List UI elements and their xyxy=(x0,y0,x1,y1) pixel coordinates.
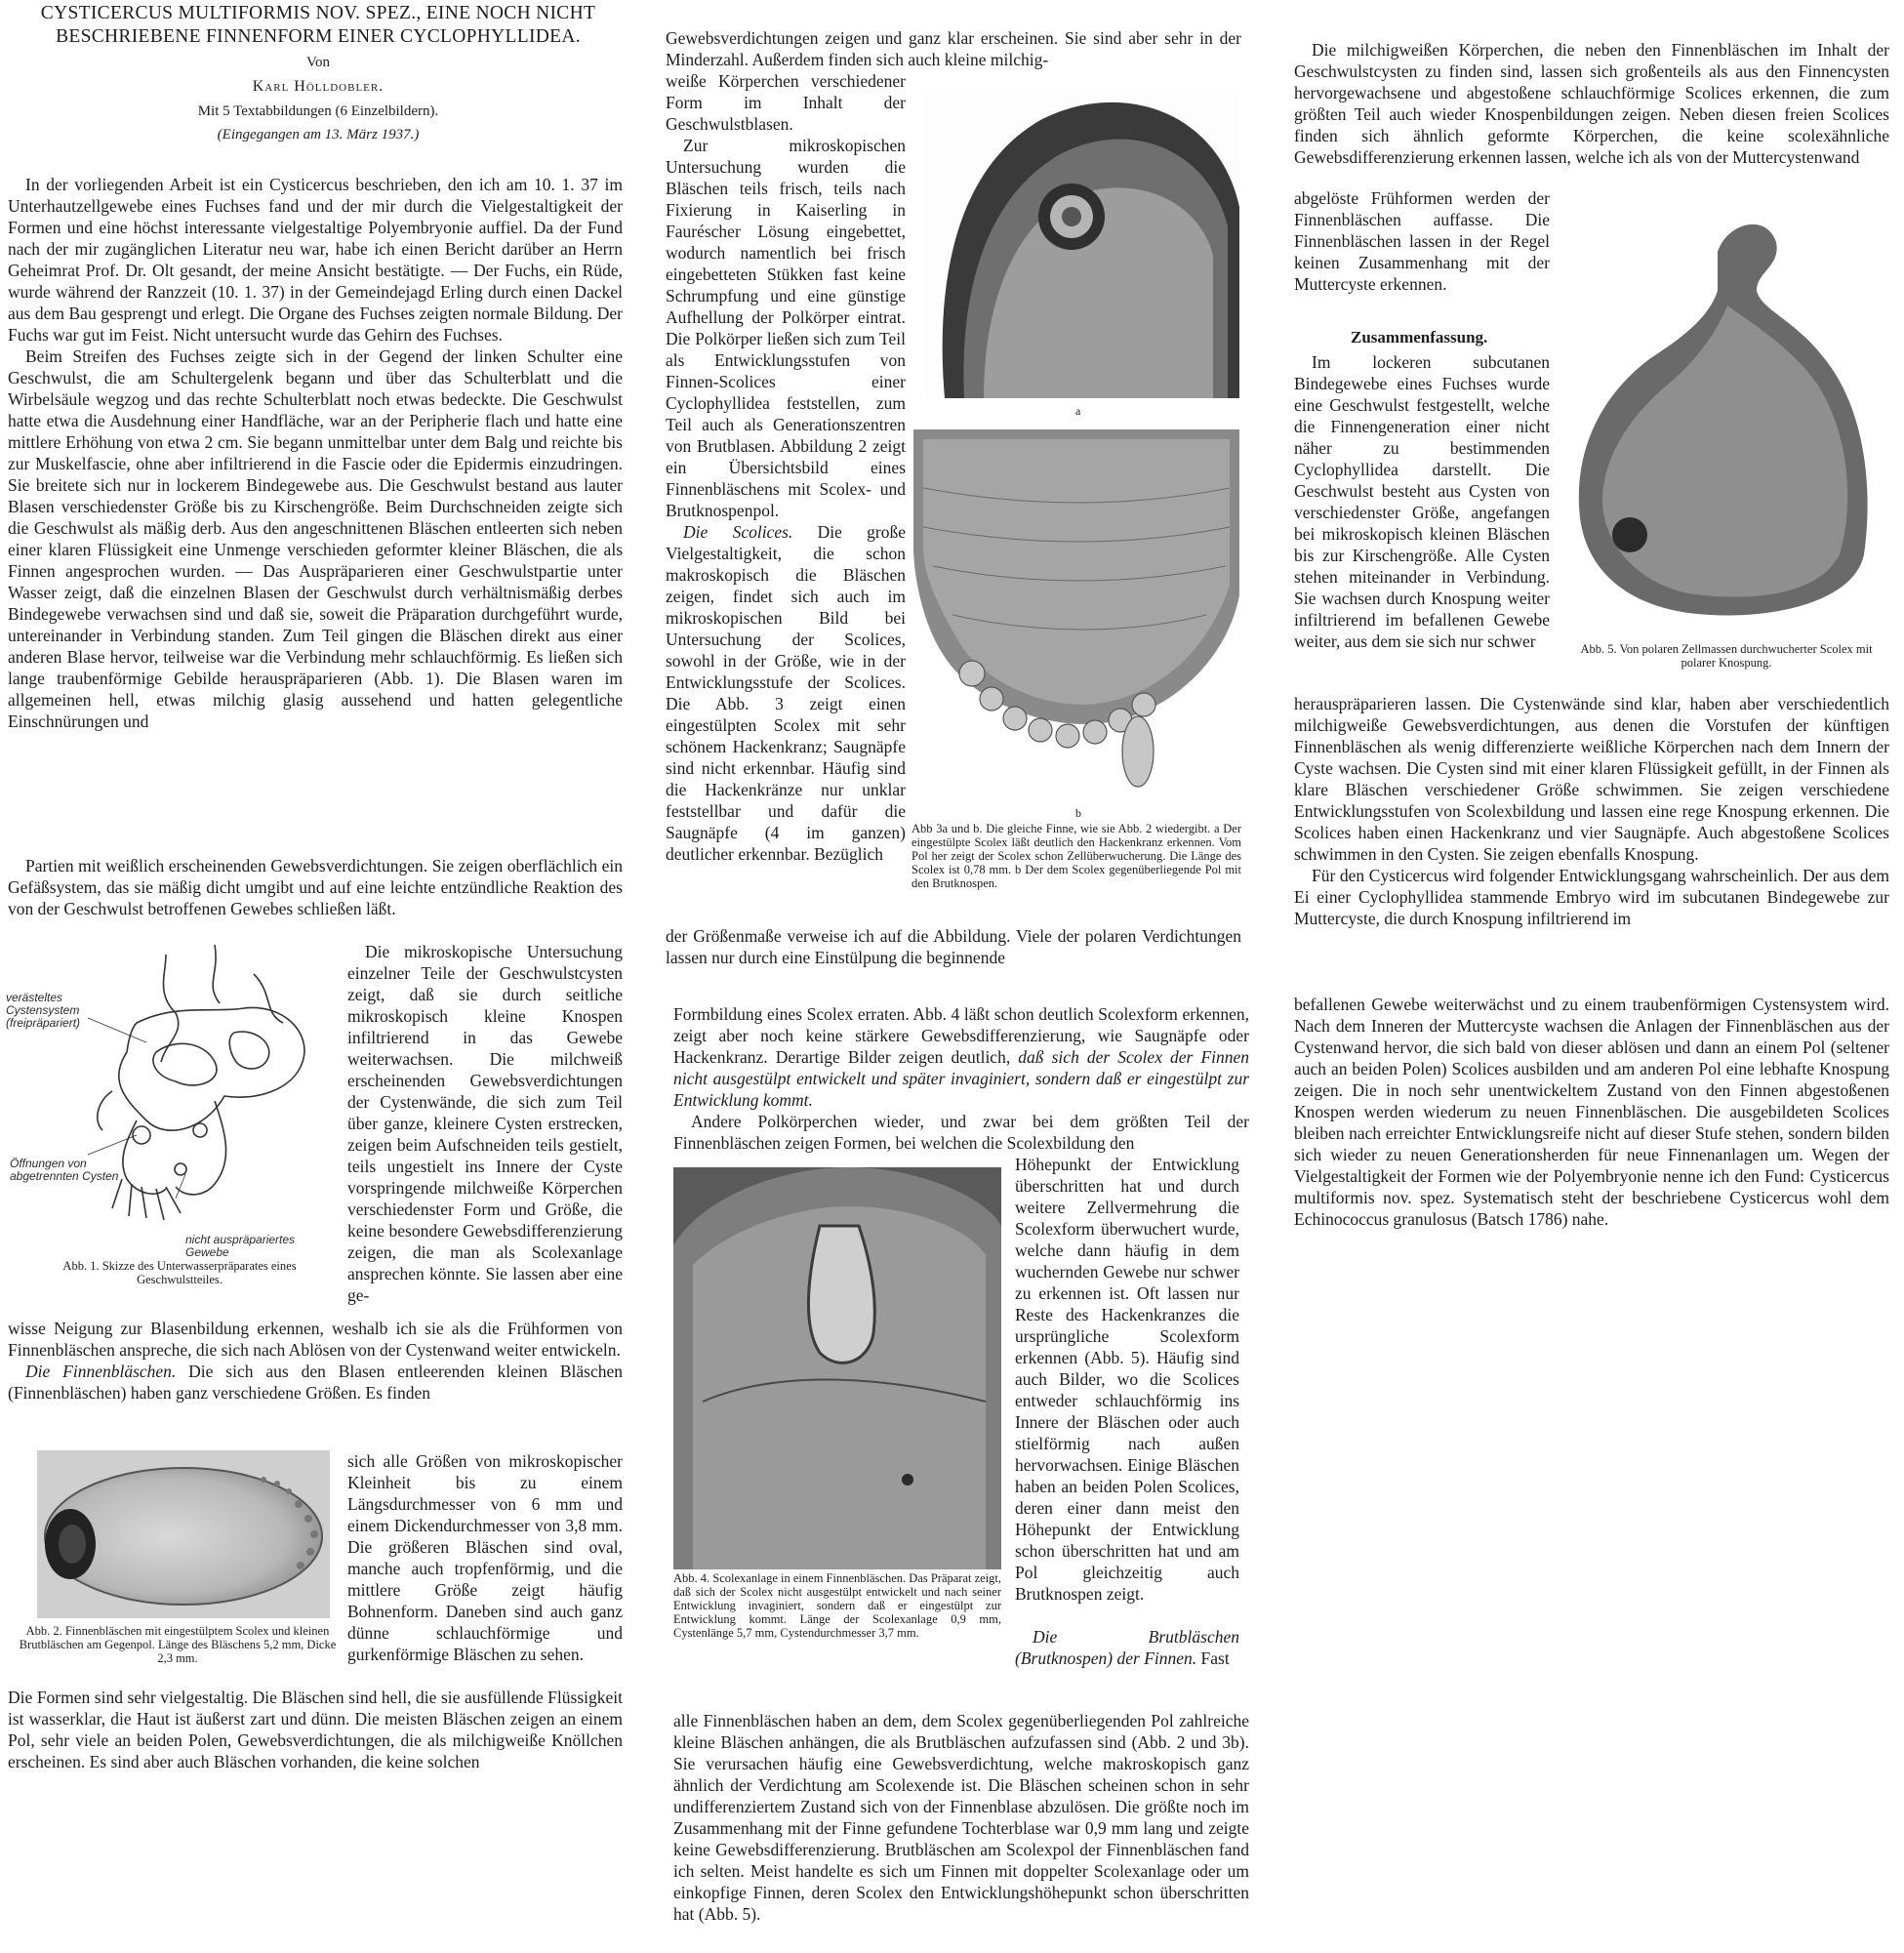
col1-block-4 xyxy=(8,1318,623,1404)
col2-bottom-full xyxy=(673,1710,1249,1925)
figure-3-caption: Abb 3a und b. Die gleiche Finne, wie sie Abb. 2 wiedergibt. a Der eingestülpte Scolex läßt deutlich den Hackenkranz erkennen. Vom Pol her zeigt der Scolex schon Zellüberwucherung. Die Länge des Scolex ist 0,78 mm. b Der dem Scolex gegenüberliegende Pol mit den Brutknospen. xyxy=(911,822,1241,890)
figure-3a-label: a xyxy=(1075,404,1081,418)
italic-sentence: daß sich der Scolex der Finnen nicht ausgestülpt entwickelt und später invaginiert, sondern daß er eingestülpt zur Entwicklung kommt. xyxy=(673,1047,1250,1110)
title-line-2: BESCHRIEBENE FINNENFORM EINER CYCLOPHYLLIDEA. xyxy=(56,26,581,47)
fig1-label-cystensystem: verästeltes Cystensystem (freipräpariert) xyxy=(6,991,81,1030)
col1-block-1 xyxy=(8,174,623,732)
paragraph-gewebsverdichtungen: Gewebsverdichtungen zeigen und ganz klar erscheinen. Sie sind aber sehr in der Minderzahl. Außerdem finden sich auch kleine milchig- xyxy=(666,28,1241,69)
figure-3b-label: b xyxy=(1075,806,1081,820)
subheading-scolices: Die Scolices. xyxy=(683,522,793,542)
col3-bottom-full xyxy=(1294,994,1889,1230)
summary-heading: Zusammenfassung. xyxy=(1351,328,1488,346)
figure-5-photo xyxy=(1571,213,1882,636)
paragraph-fruehformen: abgelöste Frühformen werden der Finnenbläschen auffasse. Die Finnenbläschen lassen in der Regel keinen Zusammenhang mit der Muttercyste erkennen. xyxy=(1294,188,1550,294)
paragraph-summary-start: Im lockeren subcutanen Bindegewebe eines Fuchses wurde eine Geschwulst festgestellt, welche die Finnengeneration einer nicht näher zu bestimmenden Cyclophyllidea darstellt. Die Geschwulst besteht aus Cysten von verschiedenster Größe, angefangen bei mikroskopisch kleinen Bläschen bis zur Kirschengröße. Alle Cysten stehen miteinander in Verbindung. Sie wachsen durch Knospung weiter infiltrierend im befallenen Gewebe weiter, aus dem sie sich nur schwer xyxy=(1294,352,1550,651)
col3-top-full xyxy=(1294,39,1889,168)
byline-von: Von xyxy=(306,55,330,70)
paragraph-finnen xyxy=(8,1361,623,1404)
paragraph-brut-heading xyxy=(1015,1626,1239,1669)
col2-left-narrow xyxy=(666,70,906,865)
col2-right-narrow xyxy=(1015,1154,1239,1605)
paragraph-partien: Partien mit weißlich erscheinenden Gewebsverdichtungen. Sie zeigen oberflächlich ein Gefäßsystem, das sie mäßig dicht umgibt und auf eine leichte entzündliche Reaktion des von der Geschwulst betroffenen Gewebes schließen läßt. xyxy=(8,856,623,918)
author-name: Karl Hölldobler. xyxy=(252,78,385,95)
paragraph-untersuchung: Zur mikroskopischen Untersuchung wurden die Bläschen teils frisch, teils nach Fixierung in Kaiserling in Fauréscher Lösung eingebettet, wodurch namentlich bei frisch eingebetteten Stükken fast keine Schrumpfung und eine günstige Aufhellung der Polkörper eintrat. Die Polkörper ließen sich zum Teil als Entwicklungsstufen von Finnen-Scolices einer Cyclophyllidea feststellen, zum Teil auch als Generationszentren von Brutblasen. Abbildung 2 zeigt ein Übersichtsbild eines Finnenbläschens mit Scolex- und Brutknospenpol. xyxy=(666,136,906,520)
paragraph-schulter: Beim Streifen des Fuchses zeigte sich in der Gegend der linken Schulter eine Geschwulst, die am Schultergelenk begann und über das Schulterblatt und die Wirbelsäule wegzog und das rechte Schulterblatt noch etwas bedeckte. Die Geschwulst hatte etwa die Ausdehnung einer Handfläche, war an der Peripherie flach und hatte eine mittlere Erhöhung von etwa 2 cm. Sie begann unmittelbar unter dem Balg und reichte bis zur Muskelfascie, ohne aber infiltrierend in die Fascie oder die Epidermis einzudringen. Sie breitete sich nur in lockerem Bindegewebe aus. Die Geschwulst bestand aus lauter Blasen verschiedenster Größe bis zu Kirschengröße. Beim Durchschneiden zeigte sich die Geschwulst als mäßig derb. Aus den angeschnittenen Bläschen entleerten sich neben einer klaren Flüssigkeit eine Unmenge verschieden geformter kleiner Bläschen, die als Finnen angesprochen wurden. — Das Auspräparieren einer Geschwulstpartie unter Wasser zeigt, daß die einzelnen Blasen der Geschwulst durch verhältnismäßig derbes Bindegewebe verwachsen sind und daß sie, soweit die Präparation durchgeführt wurde, untereinander in Verbindung standen. Zum Teil gingen die Bläschen direkt aus einer anderen Blase hervor, teilweise war die Verbindung mehr schlauchförmig. Es ließen sich lange traubenförmige Gebilde herauspräparieren (Abb. 1). Die Blasen waren im allgemeinen hell, etwas milchig glasig aussehend und hatten gelegentliche Einschnürungen und xyxy=(8,346,623,731)
figure-3b-photo xyxy=(913,429,1239,806)
col1-block-2 xyxy=(8,855,623,919)
paragraph-formbildung xyxy=(673,1003,1249,1111)
col3-summary-left xyxy=(1294,351,1550,652)
paragraph-intro: In der vorliegenden Arbeit ist ein Cysticercus beschrieben, den ich am 10. 1. 37 im Unterhautzellgewebe eines Fuchses fand und der mir durch die Vielgestaltigkeit der Formen und eine höchst interessante vielgestaltige Polyembryonie auffiel. Da der Fund nach der mir zugänglichen Literatur neu war, habe ich einen Bericht darüber an Herrn Geheimrat Prof. Dr. Olt gesandt, der meine Ansicht bestätigte. — Der Fuchs, ein Rüde, wurde während der Ranzzeit (10. 1. 37) in der Gemeindejagd Erling durch einen Dackel aus dem Bau gesprengt und erlegt. Die Organe des Fuchses zeigten normale Bildung. Der Fuchs war gut im Feist. Nicht untersucht wurde das Gehirn des Fuchses. xyxy=(8,175,623,345)
paragraph-mikroskopisch: Die mikroskopische Untersuchung einzelner Teile der Geschwulstcysten zeigt, daß sie durch seitliche mikroskopisch kleine Knospen infiltrierend in das Gewebe weiterwachsen. Die milchweiß erscheinenden Gewebsverdichtungen der Cystenwände, die sich zum Teil über ganze, kleinere Cysten erstrecken, zeigen beim Aufschneiden teils gestielt, teils ungestielt ins Innere der Cyste vorspringende milchweiße Körperchen verschiedenster Form und Größe, die keine besondere Gewebsdifferenzierung zeigen, die man als Scolexanlage ansprechen könnte. Sie lassen aber eine ge- xyxy=(347,942,623,1305)
paragraph-andere: Andere Polkörperchen wieder, und zwar bei dem größten Teil der Finnenbläschen zeigen Formen, bei welchen die Scolexbildung den xyxy=(673,1112,1249,1153)
figure-2-photo xyxy=(37,1450,330,1618)
col1-right-of-fig1 xyxy=(347,941,623,1306)
title-line-1: CYSTICERCUS MULTIFORMIS NOV. SPEZ., EINE NOCH NICHT xyxy=(40,3,596,23)
col3-summary-full xyxy=(1294,693,1889,929)
paragraph-formen: Die Formen sind sehr vielgestaltig. Die Bläschen sind hell, die sie ausfüllende Flüssigkeit ist wasserklar, die Haut ist äußerst zart und dünn. Die meisten Bläschen zeigen an einem Pol, sehr viele an beiden Polen, Gewebsverdichtungen, die als milchigweiße Knöllchen erscheinen. Es sind aber auch Bläschen vorhanden, die keine solchen xyxy=(8,1688,623,1771)
figure-4-photo xyxy=(673,1167,1001,1569)
paragraph-koerperchen: weiße Körperchen verschiedener Form im Inhalt der Geschwulstblasen. xyxy=(666,71,906,134)
col2-brut-heading xyxy=(1015,1626,1239,1669)
paragraph-milchigweiss: Die milchigweißen Körperchen, die neben den Finnenbläschen im Inhalt der Geschwulstcysten zu finden sind, lassen sich großenteils als aus den Finnencysten hervorgewachsene und abgestoßene schlauchförmige Scolices erkennen, die zum größten Teil auch wieder Knospenbildungen zeigen. Neben diesen freien Scolices finden sich ähnlich geformte Körperchen, die keine scolexähnliche Gewebsdifferenzierung erkennen lassen, welche ich als von der Muttercystenwand xyxy=(1294,40,1889,167)
figure-5-caption: Abb. 5. Von polaren Zellmassen durchwucherter Scolex mit polarer Knospung. xyxy=(1580,642,1873,670)
col1-right-of-fig2 xyxy=(347,1450,623,1665)
article-title xyxy=(6,2,630,49)
figures-note: Mit 5 Textabbildungen (6 Einzelbildern). xyxy=(197,103,439,119)
fig1-label-oeffnungen: Öffnungen von abgetrennten Cysten xyxy=(10,1157,119,1183)
paragraph-finnen-text: Die sich aus den Blasen entleerenden kleinen Bläschen (Finnenbläschen) haben ganz verschiedene Größen. Es finden xyxy=(8,1362,623,1403)
paragraph-groessenmasse: der Größenmaße verweise ich auf die Abbildung. Viele der polaren Verdichtungen lassen nur durch eine Einstülpung die beginnende xyxy=(666,926,1241,967)
figure-4-caption: Abb. 4. Scolexanlage in einem Finnenbläschen. Das Präparat zeigt, daß sich der Scolex nicht ausgestülpt entwickelt und nach seiner Entwicklung invaginiert, sondern daß er eingestülpt zur Entwicklung kommt. Länge der Scolexanlage 0,9 mm, Cystenlänge 5,7 mm, Cystendurchmesser 3,7 mm. xyxy=(673,1571,1002,1640)
figure-1-sketch xyxy=(20,935,332,1228)
paragraph-befallenen: befallenen Gewebe weiterwächst und zu einem traubenförmigen Cystensystem wird. Nach dem Inneren der Muttercyste wachsen die Anlagen der Finnenbläschen aus der Cystenwand hervor, die sich bald von dieser ablösen und dann an einem Pol (seltener auch an beiden Polen) Scolices ausbilden und am anderen Pol eine lebhafte Knospung zeigen. Die in noch sehr unentwickeltem Zustand von den Finnen abgestoßenen Knospen werden wiederum zu neuen Finnenbläschen. Die ausgebildeten Scolices bleiben nach erreichter Entwicklungsreife nicht auf dieser Stufe stehen, sondern bilden sich wieder zu neuen Generationsherden für neue Finnenanlagen um. Wegen der Vielgestaltigkeit der Formen wie der Polyembryonie nenne ich den Fund: Cysticercus multiformis nov. spez. Systematisch steht der beschriebene Cysticercus wohl dem Echinococcus granulosus (Batsch 1786) nahe. xyxy=(1294,995,1889,1229)
col1-block-7 xyxy=(8,1687,623,1772)
col2-top-full xyxy=(666,27,1241,70)
subheading-finnenblaeschen: Die Finnenbläschen. xyxy=(25,1362,177,1381)
paragraph-entwicklungsgang: Für den Cysticercus wird folgender Entwicklungsgang wahrscheinlich. Der aus dem Ei einer Cyclophyllidea stammende Embryo wird im subcutanen Bindegewebe zur Muttercyste, die durch Knospung infiltrierend im xyxy=(1294,866,1889,928)
col2-mid-full xyxy=(666,925,1241,968)
received-date: (Eingegangen am 13. März 1937.) xyxy=(217,127,420,142)
figure-3a-photo xyxy=(925,90,1239,398)
paragraph-summary-cysten: herauspräparieren lassen. Die Cystenwände sind klar, haben aber verschiedentlich milchigweiße Gewebsverdichtungen, aus denen die Vorstufen der künftigen Finnenbläschen als wenig differenzierte weißliche Körperchen nach dem Innern der Cyste wachsen. Die Cysten sind mit einer klaren Flüssigkeit gefüllt, in der Finnen als klare Bläschen verschiedener Größe schwimmen. Sie zeigen verschiedene Entwicklungsstufen von Scolexbildung und lassen eine rege Knospung erkennen. Die Scolices haben einen Hackenkranz und vier Saugnäpfe. Auch abgestoßene Scolices schwimmen in den Cysten. Sie zeigen ebenfalls Knospung. xyxy=(1294,694,1889,864)
paragraph-formbildung-text: Formbildung eines Scolex erraten. Abb. 4 läßt schon deutlich Scolexform erkennen, zeigt aber noch keine stärkere Gewebsdifferenzierung, wie Saugnäpfe oder Hackenkranz. Derartige Bilder zeigen deutlich, xyxy=(673,1004,1249,1067)
fig1-label-gewebe: nicht auspräpariertes Gewebe xyxy=(185,1233,296,1259)
figure-1-caption: Abb. 1. Skizze des Unterwasserpräparates eines Geschwulstteiles. xyxy=(62,1259,297,1286)
paragraph-brutblaeschen: alle Finnenbläschen haben an dem, dem Scolex gegenüberliegenden Pol zahlreiche kleine Bläschen anhängen, die als Brutbläschen aufzufassen sind (Abb. 2 und 3b). Sie verursachen häufig eine Gewebsverdichtung, welche makroskopisch ganz ähnlich der Verdichtung am Scolexende ist. Die Bläschen scheinen schon in sehr undifferenziertem Zustand sich von der Finnenblase abzulösen. Die größte noch im Zusammenhang mit der Finne gefundene Tochterblase war 0,9 mm lang und zeigte keine Gewebsdifferenzierung. Brutbläschen am Scolexpol der Finnenbläschen fand ich selten. Meist handelte es sich um Finnen mit doppelter Scolexanlage oder um einkopfige Finnen, deren Scolex den Entwicklungshöhepunkt schon überschritten hat (Abb. 5). xyxy=(673,1711,1249,1924)
paragraph-hoehepunkt: Höhepunkt der Entwicklung überschritten hat und durch weitere Zellvermehrung die Scolexform überwuchert wurde, welche dann häufig in dem wuchernden Gewebe nur schwer zu erkennen ist. Oft lassen nur Reste des Hackenkranzes die ursprüngliche Scolexform erkennen (Abb. 5). Häufig sind auch Bilder, wo die Scolices entweder schlauchförmig ins Innere der Bläschen oder auch stielförmig nach außen hervorwachsen. Einige Bläschen haben an beiden Polen Scolices, deren einer dann meist den Höhepunkt der Entwicklung schon überschritten hat und am Pol gleichzeitig auch Brutknospen zeigt. xyxy=(1015,1155,1239,1604)
figure-2-caption: Abb. 2. Finnenbläschen mit eingestülptem Scolex und kleinen Brutbläschen am Gegenpol. Länge des Bläschens 5,2 mm, Dicke 2,3 mm. xyxy=(19,1624,337,1665)
paragraph-gewisse: wisse Neigung zur Blasenbildung erkennen, weshalb ich sie als die Frühformen von Finnenbläschen anspreche, die sich nach Ablösen von der Cystenwand weiter entwickeln. xyxy=(8,1319,623,1360)
paragraph-scolices-text: Die große Vielgestaltigkeit, die schon makroskopisch die Bläschen zeigen, findet sich auch im mikroskopischen Bild bei Untersuchung der Scolices, sowohl in der Größe, wie in der Entwicklungsstufe der Scolices. Die Abb. 3 zeigt einen eingestülpten Scolex mit sehr schönem Hackenkranz; Saugnäpfe sind nicht erkennbar. Häufig sind die Hackenkränze nur unklar feststellbar und dafür die Saugnäpfe (4 im ganzen) deutlicher erkennbar. Bezüglich xyxy=(666,522,906,864)
brut-tail: Fast xyxy=(1200,1648,1230,1668)
paragraph-scolices xyxy=(666,521,906,865)
subheading-brutblaeschen: Die Brutbläschen (Brutknospen) der Finnen. xyxy=(1015,1627,1239,1668)
col2-lower-full xyxy=(673,1003,1249,1154)
paragraph-groessen: sich alle Größen von mikroskopischer Kleinheit bis zu einem Längsdurchmesser von 6 mm und einem Dickendurchmesser von 3,8 mm. Die größeren Bläschen sind oval, manche auch tropfenförmig, und die mittlere Größe zeigt häufig Bohnenform. Daneben sind auch ganz dünne schlauchförmige und gurkenförmige Bläschen zu sehen. xyxy=(347,1451,623,1664)
col3-top-left xyxy=(1294,187,1550,295)
